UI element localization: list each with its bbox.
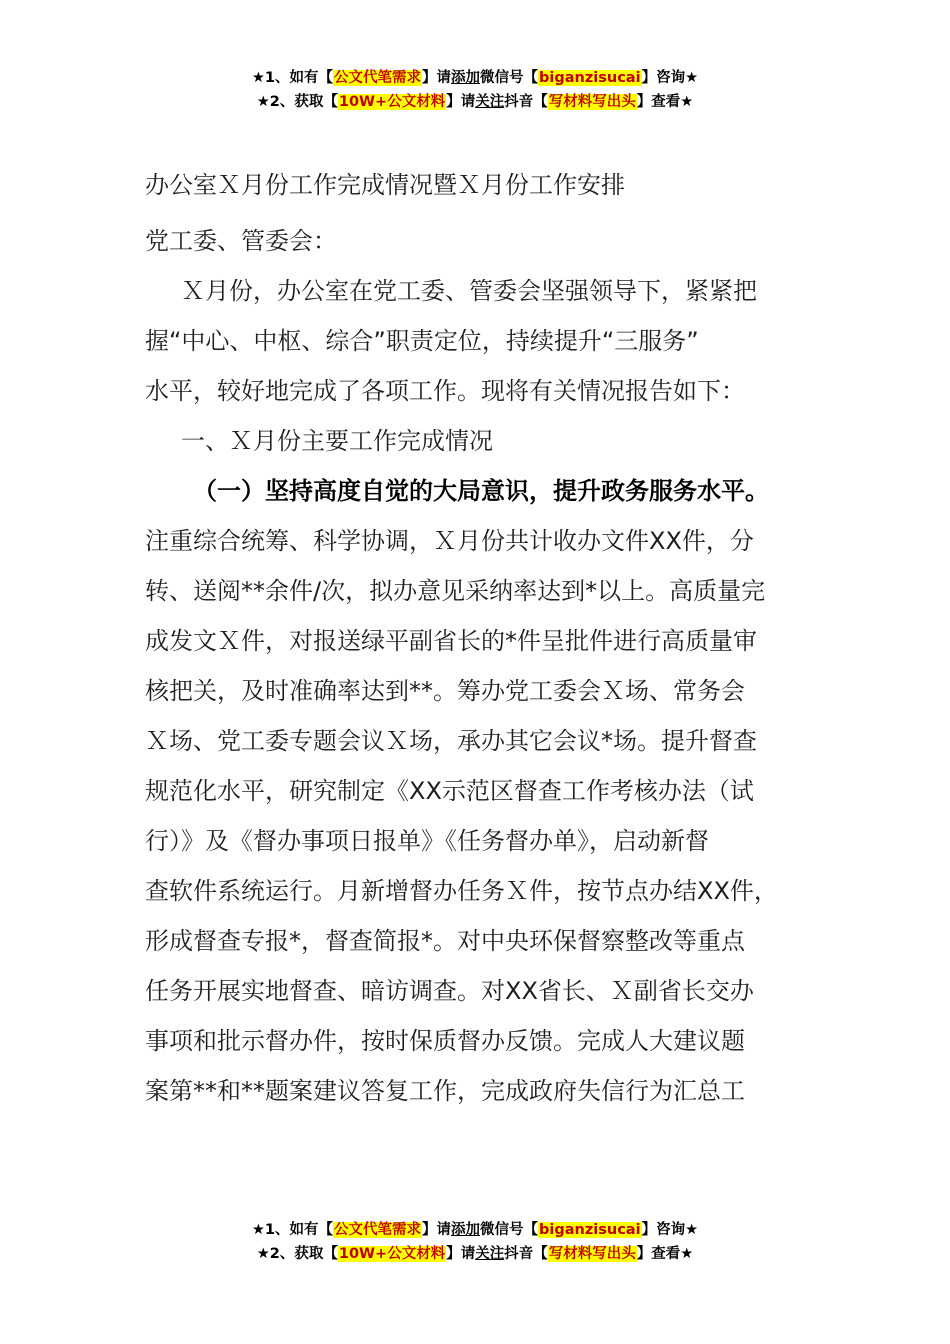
body-line: 核把关，及时准确率达到**。筹办党工委会Ｘ场、常务会: [145, 677, 745, 705]
salutation: 党工委、管委会：: [145, 227, 337, 255]
body-line: Ｘ场、党工委专题会议Ｘ场，承办其它会议*场。提升督查: [145, 727, 757, 755]
banner-highlight: 10W+公文材料: [338, 1246, 446, 1262]
banner-douyin-id: 写材料写出头: [548, 1246, 636, 1262]
banner-douyin-id: 写材料写出头: [548, 94, 636, 110]
banner-highlight: 公文代笔需求: [334, 1222, 422, 1238]
banner-wechat-id: biganzisucai: [539, 1222, 641, 1238]
subsection-heading: （一）坚持高度自觉的大局意识，提升政务服务水平。: [193, 477, 769, 505]
body-line: 成发文Ｘ件，对报送绿平副省长的*件呈批件进行高质量审: [145, 627, 757, 655]
body-line: 查软件系统运行。月新增督办任务Ｘ件，按节点办结XX件，: [145, 877, 778, 905]
section-heading: 一、Ｘ月份主要工作完成情况: [181, 427, 493, 455]
document-body: [145, 160, 835, 1116]
body-paragraph: [145, 516, 835, 1116]
body-line: 案第**和**题案建议答复工作，完成政府失信行为汇总工: [145, 1077, 745, 1105]
banner-line-2: ★2、获取【10W+公文材料】请关注抖音【写材料写出头】查看★: [256, 94, 694, 110]
intro-line: 水平，较好地完成了各项工作。现将有关情况报告如下：: [145, 377, 745, 405]
intro-line: Ｘ月份，办公室在党工委、管委会坚强领导下，紧紧把: [181, 277, 757, 305]
body-line: 规范化水平，研究制定《XX示范区督查工作考核办法（试: [145, 777, 754, 805]
banner-line-1: ★1、如有【公文代笔需求】请添加微信号【biganzisucai】咨询★: [251, 1222, 699, 1238]
banner-line-1: ★1、如有【公文代笔需求】请添加微信号【biganzisucai】咨询★: [251, 70, 699, 86]
document-title: 办公室Ｘ月份工作完成情况暨Ｘ月份工作安排: [145, 171, 625, 199]
body-line: 任务开展实地督查、暗访调查。对XX省长、Ｘ副省长交办: [145, 977, 754, 1005]
body-line: 事项和批示督办件，按时保质督办反馈。完成人大建议题: [145, 1027, 745, 1055]
banner-highlight: 10W+公文材料: [338, 94, 446, 110]
banner-line-2: ★2、获取【10W+公文材料】请关注抖音【写材料写出头】查看★: [256, 1246, 694, 1262]
top-banner: [0, 66, 950, 114]
body-line: 注重综合统筹、科学协调，Ｘ月份共计收办文件XX件，分: [145, 527, 754, 555]
intro-line: 握“中心、中枢、综合”职责定位，持续提升“三服务”: [145, 327, 699, 355]
intro-paragraph: [145, 266, 835, 416]
body-line: 行）》及《督办事项日报单》《任务督办单》，启动新督: [145, 827, 709, 855]
body-line: 转、送阅**余件/次，拟办意见采纳率达到*以上。高质量完: [145, 577, 766, 605]
body-line: 形成督查专报*，督查简报*。对中央环保督察整改等重点: [145, 927, 745, 955]
banner-wechat-id: biganzisucai: [539, 70, 641, 86]
bottom-banner: [0, 1218, 950, 1266]
banner-highlight: 公文代笔需求: [334, 70, 422, 86]
